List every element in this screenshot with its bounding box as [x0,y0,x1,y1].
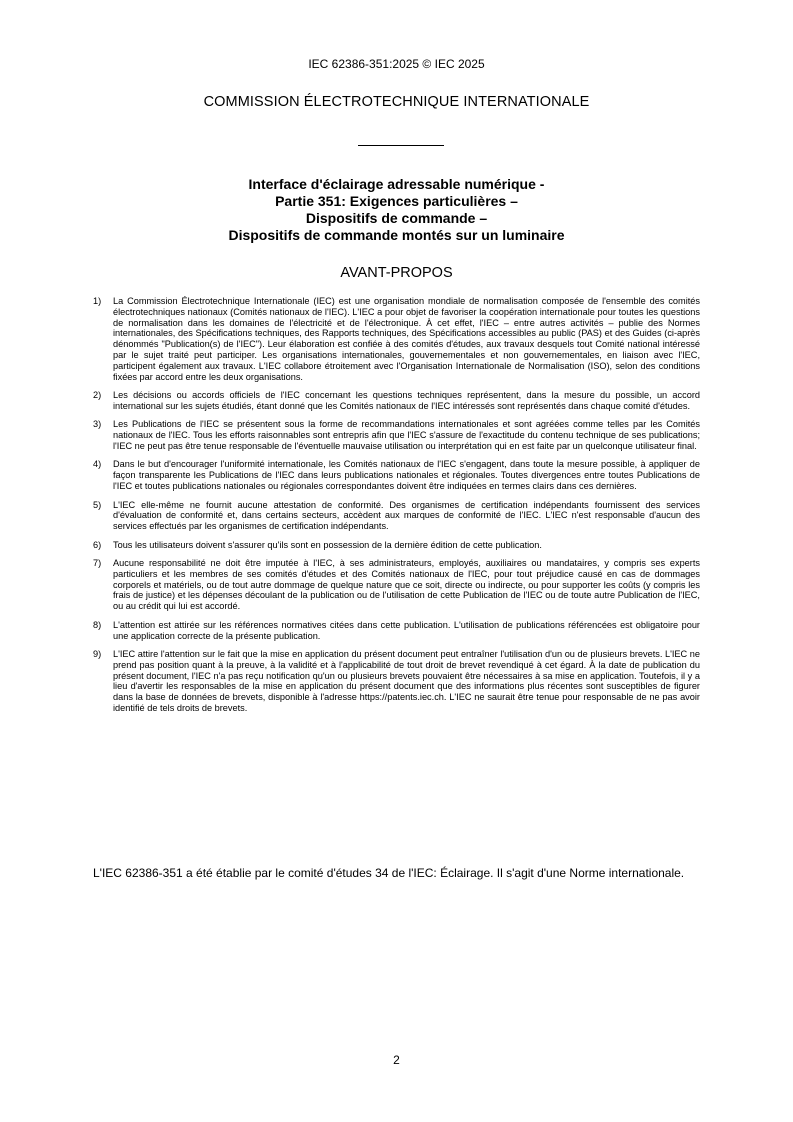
item-text: L'IEC attire l'attention sur le fait que la mise en application du présent document peut entraîner l'utilisation d'un ou de plusieurs brevets. L'IEC ne prend pas position quant à la preuve, à la validité et à l'applicabilité de tout droit de brevet revendiqué à cet égard. À la date de publication du présent document, l'IEC n'a pas reçu notification qu'un ou plusieurs brevets pouvaient être nécessaires à sa mise en application. Toutefois, il y a lieu d'avertir les responsables de la mise en application du présent document que des informations plus récentes sont susceptibles de figurer dans la base de données de brevets, disponible à l'adresse https://patents.iec.ch. L'IEC ne saurait être tenue pour responsable de ne pas avoir identifié de tels droits de brevets. [113,649,700,713]
item-number: 4) [93,459,102,470]
item-text: Les décisions ou accords officiels de l'IEC concernant les questions techniques représentent, dans la mesure du possible, un accord international sur les sujets étudiés, étant donné que les Comités nationaux de l'IEC intéressés sont représentés dans chaque comité d'études. [113,390,700,411]
foreword-item [93,296,700,382]
item-text: Tous les utilisateurs doivent s'assurer qu'ils sont en possession de la dernière édition de cette publication. [113,539,542,550]
item-text: L'IEC elle-même ne fournit aucune attestation de conformité. Des organismes de certification indépendants fournissent des services d'évaluation de conformité et, dans certains secteurs, accèdent aux marques de conformité de l'IEC. L'IEC n'est responsable d'aucun des services effectués par les organismes de certification indépendants. [113,499,700,532]
foreword-item [93,540,700,551]
title-line-2: Partie 351: Exigences particulières – [275,193,518,209]
title-line-1: Interface d'éclairage adressable numérique - [248,176,545,192]
foreword-item [93,419,700,451]
foreword-item [93,390,700,412]
foreword-item [93,459,700,491]
title-line-4: Dispositifs de commande montés sur un luminaire [228,227,565,243]
foreword-item [93,620,700,642]
item-text: Les Publications de l'IEC se présentent sous la forme de recommandations internationales et sont agréées comme telles par les Comités nationaux de l'IEC. Tous les efforts raisonnables sont entrepris afin que l'IEC s'assure de l'exactitude du contenu technique de ses publications; l'IEC ne peut pas être tenue responsable de l'éventuelle mauvaise utilisation ou interprétation qui en est faite par un quelconque utilisateur final. [113,419,700,451]
foreword-item [93,500,700,532]
item-text: Dans le but d'encourager l'uniformité internationale, les Comités nationaux de l'IEC s'engagent, dans toute la mesure possible, à appliquer de façon transparente les Publications de l'IEC dans leurs publications nationales et régionales. Toutes divergences entre toutes Publications de l'IEC et toutes publications nationales ou régionales correspondantes doivent être indiquées en termes clairs dans ces dernières. [113,459,700,492]
item-number: 1) [93,296,102,306]
item-number: 7) [93,558,102,569]
title-divider [358,145,444,146]
foreword-item [93,558,700,612]
closing-paragraph: L'IEC 62386-351 a été établie par le comité d'études 34 de l'IEC: Éclairage. Il s'agit d'une Norme internationale. [93,866,685,880]
document-title [0,176,793,244]
foreword-heading: AVANT-PROPOS [340,265,453,281]
item-number: 6) [93,539,102,550]
item-number: 3) [93,419,102,430]
page-number: 2 [393,1053,400,1067]
item-number: 8) [93,619,102,630]
item-text: L'attention est attirée sur les références normatives citées dans cette publication. L'utilisation de publications référencées est obligatoire pour une application correcte de la présente publication. [113,619,700,641]
item-text: Aucune responsabilité ne doit être imputée à l'IEC, à ses administrateurs, employés, auxiliaires ou mandataires, y compris ses experts particuliers et les membres de ses comités d'études et des Comités nationaux de l'IEC, pour tout préjudice causé en cas de dommages corporels et matériels, ou de tout autre dommage de quelque nature que ce soit, directe ou indirecte, ou pour supporter les coûts (y compris les frais de justice) et les dépenses découlant de la publication ou de l'utilisation de cette Publication de l'IEC ou de toute autre Publication de l'IEC, ou au crédit qui lui est accordé. [113,558,700,612]
document-reference: IEC 62386-351:2025 © IEC 2025 [308,57,485,71]
title-line-3: Dispositifs de commande – [305,210,488,226]
item-text: La Commission Électrotechnique Internationale (IEC) est une organisation mondiale de normalisation composée de l'ensemble des comités électrotechniques nationaux (Comités nationaux de l'IEC). L'IEC a pour objet de favoriser la coopération internationale pour toutes les questions de normalisation dans les domaines de l'électricité et de l'électronique. À cet effet, l'IEC – entre autres activités – publie des Normes internationales, des Spécifications techniques, des Rapports techniques, des Spécifications accessibles au public (PAS) et des Guides (ci-après dénommés "Publication(s) de l'IEC"). Leur élaboration est confiée à des comités d'études, aux travaux desquels tout Comité national intéressé par le sujet traité peut participer. Les organisations internationales, gouvernementales et non gouvernementales, en liaison avec l'IEC, participent également aux travaux. L'IEC collabore étroitement avec l'Organisation Internationale de Normalisation (ISO), selon des conditions fixées par accord entre les deux organisations. [113,296,700,382]
organization-name: COMMISSION ÉLECTROTECHNIQUE INTERNATIONALE [203,94,590,110]
foreword-item [93,649,700,714]
item-number: 2) [93,390,102,401]
foreword-list [93,296,700,721]
item-number: 5) [93,499,102,510]
item-number: 9) [93,649,102,660]
